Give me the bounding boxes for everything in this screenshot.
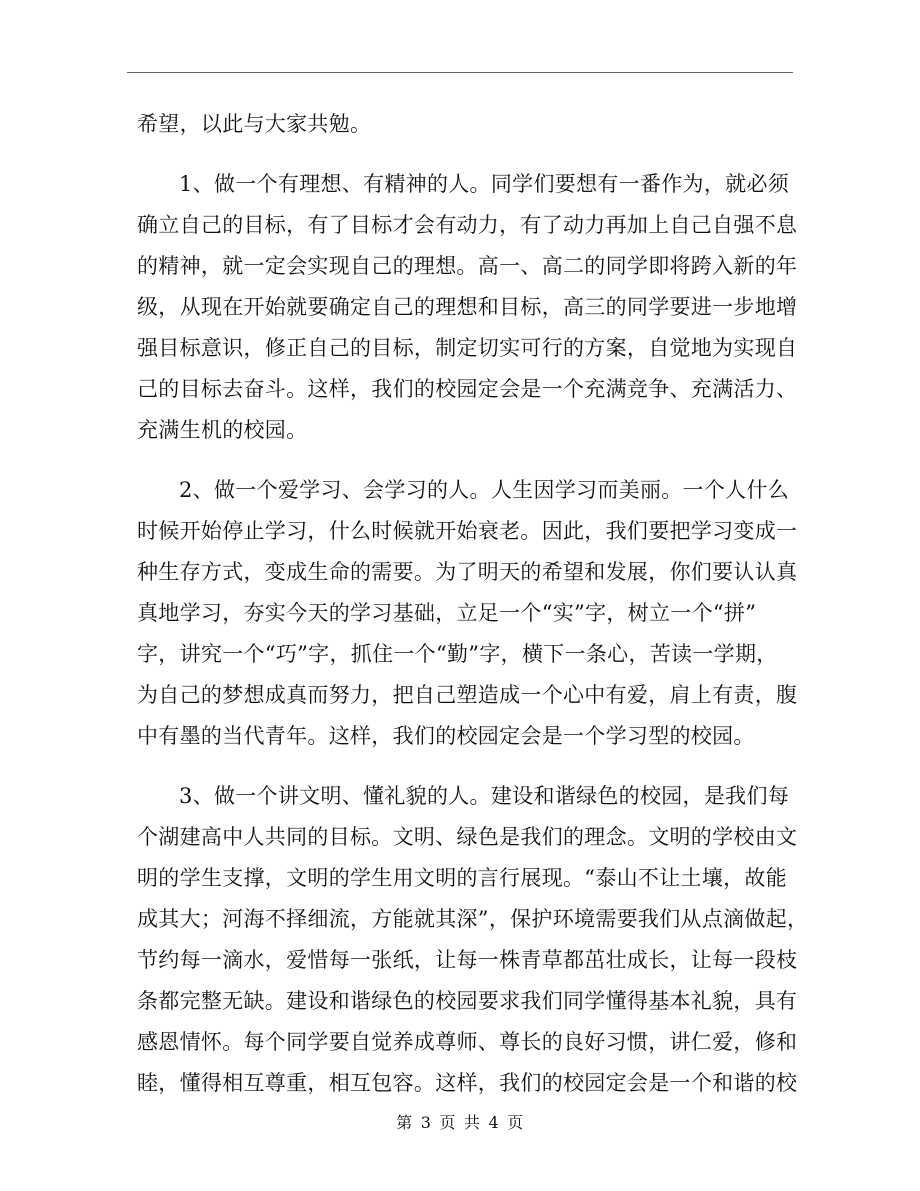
text-line: 的精神，就一定会实现自己的理想。高一、高二的同学即将跨入新的年	[137, 254, 798, 278]
paragraph-2-first-line: 2、做一个爱学习、会学习的人。人生因学习而美丽。一个人什么	[179, 478, 790, 502]
header-rule	[127, 72, 793, 73]
text-line: 希望，以此与大家共勉。	[137, 112, 372, 136]
footer-word: 共	[464, 1113, 481, 1132]
text-line: 个湖建高中人共同的目标。文明、绿色是我们的理念。文明的学校由文	[137, 825, 798, 849]
text-line: 强目标意识，修正自己的目标，制定切实可行的方案，自觉地为实现自	[137, 336, 798, 360]
total-page-count: 4	[488, 1113, 500, 1132]
text-line: 明的学生支撑，文明的学生用文明的言行展现。“泰山不让土壤，故能	[137, 866, 788, 890]
page-footer	[0, 1113, 920, 1133]
text-line: 睦，懂得相互尊重，相互包容。这样，我们的校园定会是一个和谐的校	[137, 1071, 798, 1095]
document-body	[137, 104, 809, 1104]
text-line: 级，从现在开始就要确定自己的理想和目标，高三的同学要进一步地增	[137, 295, 798, 319]
text-line: 时候开始停止学习，什么时候就开始衰老。因此，我们要把学习变成一	[137, 519, 798, 543]
text-line: 己的目标去奋斗。这样，我们的校园定会是一个充满竞争、充满活力、	[137, 377, 798, 401]
text-line: 字，讲究一个“巧”字，抓住一个“勤”字，横下一条心，苦读一学期，	[137, 642, 778, 666]
text-line: 中有墨的当代青年。这样，我们的校园定会是一个学习型的校园。	[137, 724, 755, 748]
text-line: 种生存方式，变成生命的需要。为了明天的希望和发展，你们要认认真	[137, 560, 798, 584]
text-line: 节约每一滴水，爱惜每一张纸，让每一株青草都茁壮成长，让每一段枝	[137, 948, 798, 972]
paragraph-1-first-line: 1、做一个有理想、有精神的人。同学们要想有一番作为，就必须	[179, 172, 790, 196]
text-line: 为自己的梦想成真而努力，把自己塑造成一个心中有爱，肩上有责，腹	[137, 683, 798, 707]
text-line: 真地学习，夯实今天的学习基础，立足一个“实”字，树立一个“拼”	[137, 601, 757, 625]
text-line: 确立自己的目标，有了目标才会有动力，有了动力再加上自己自强不息	[137, 213, 798, 237]
footer-word: 页	[507, 1113, 524, 1132]
text-line: 感恩情怀。每个同学要自觉养成尊师、尊长的良好习惯，讲仁爱，修和	[137, 1030, 798, 1054]
footer-word: 页	[439, 1113, 456, 1132]
footer-word: 第	[396, 1113, 413, 1132]
current-page-number: 3	[420, 1113, 432, 1132]
text-line: 条都完整无缺。建设和谐绿色的校园要求我们同学懂得基本礼貌，具有	[137, 989, 798, 1013]
paragraph-3-first-line: 3、做一个讲文明、懂礼貌的人。建设和谐绿色的校园，是我们每	[179, 784, 790, 808]
text-line: 成其大；河海不择细流，方能就其深”，保护环境需要我们从点滴做起，	[137, 907, 809, 931]
text-line: 充满生机的校园。	[137, 418, 308, 442]
